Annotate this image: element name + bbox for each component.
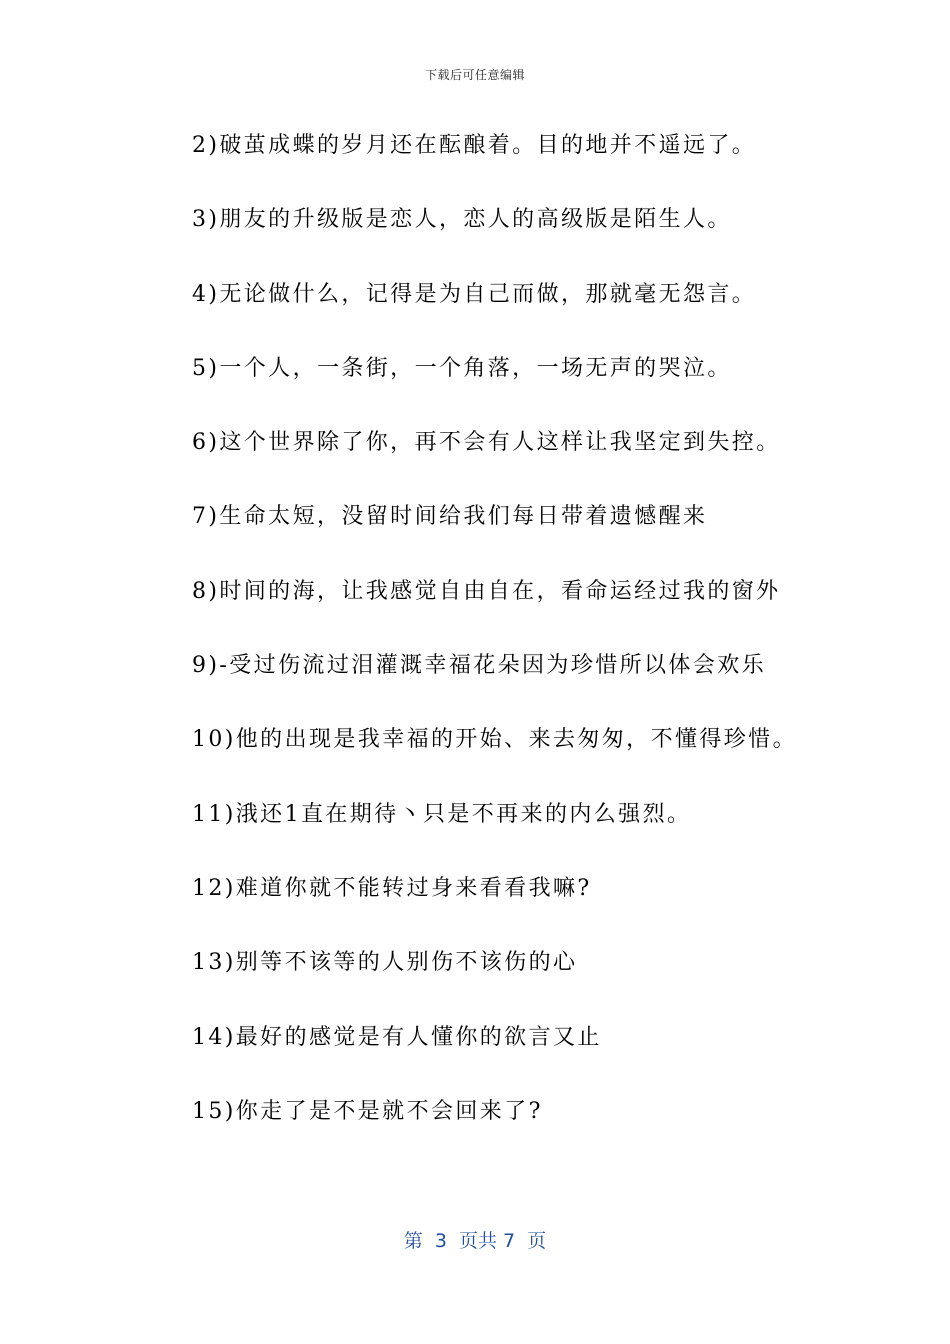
list-item: 12)难道你就不能转过身来看看我嘛? (192, 875, 592, 901)
list-item: 4)无论做什么，记得是为自己而做，那就毫无怨言。 (192, 281, 757, 307)
list-item: 13)别等不该等的人别伤不该伤的心 (192, 950, 578, 976)
list-item: 8)时间的海，让我感觉自由自在，看命运经过我的窗外 (192, 578, 781, 604)
page-number-footer: 第 3 页共 7 页 (403, 1230, 547, 1252)
list-item: 7)生命太短，没留时间给我们每日带着遗憾醒来 (192, 504, 708, 530)
list-item: 3)朋友的升级版是恋人，恋人的高级版是陌生人。 (192, 207, 732, 233)
list-item: 2)破茧成蝶的岁月还在酝酿着。目的地并不遥远了。 (192, 133, 757, 158)
list-item: 14)最好的感觉是有人懂你的欲言又止 (192, 1024, 602, 1050)
list-item: 6)这个世界除了你，再不会有人这样让我坚定到失控。 (192, 430, 781, 456)
list-item: 11)涐还1直在期待丶只是不再来的内么强烈。 (192, 801, 692, 827)
list-item: 15)你走了是不是就不会回来了? (192, 1098, 543, 1124)
list-item: 9)-受过伤流过泪灌溉幸福花朵因为珍惜所以体会欢乐 (192, 653, 767, 679)
list-item: 5)一个人，一条街，一个角落，一场无声的哭泣。 (192, 355, 732, 381)
list-item: 10)他的出现是我幸福的开始、来去匆匆，不懂得珍惜。 (192, 727, 797, 753)
quote-list (192, 128, 892, 1168)
page-header: 下载后可任意编辑 (424, 68, 525, 82)
